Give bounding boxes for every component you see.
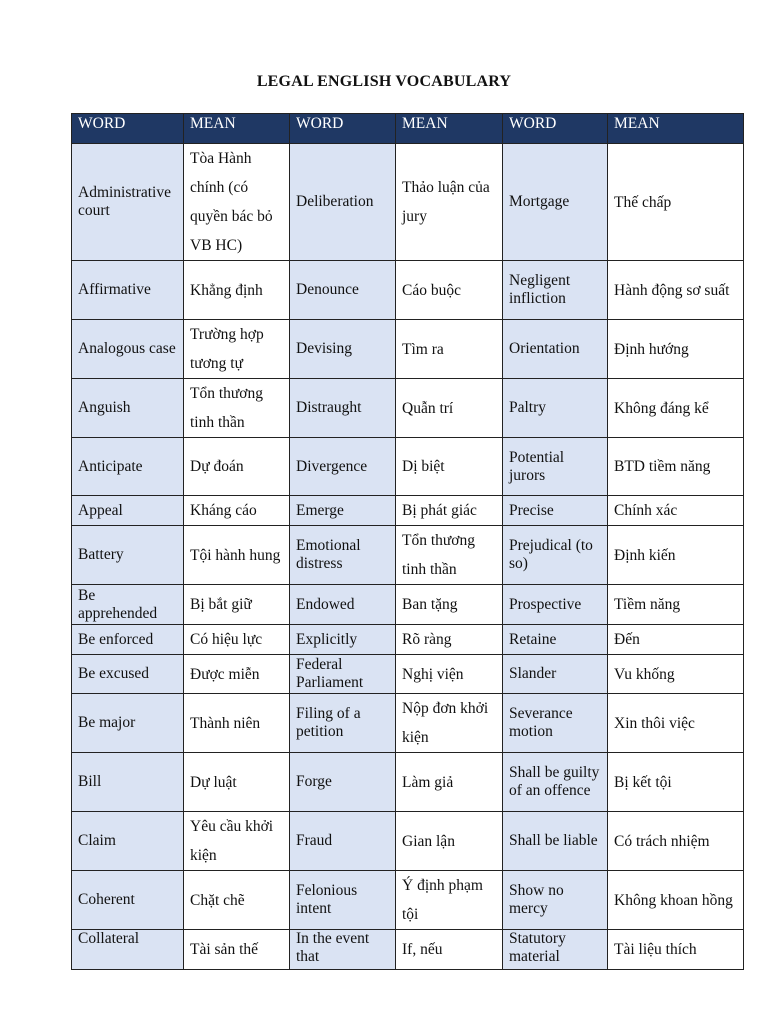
meaning-cell: Tổn thương tinh thần xyxy=(184,379,290,438)
word-cell: Endowed xyxy=(290,585,396,625)
meaning-cell: Nộp đơn khởi kiện xyxy=(396,694,503,753)
table-row xyxy=(72,438,744,496)
meaning-cell: Khẳng định xyxy=(184,261,290,320)
word-cell: Felonious intent xyxy=(290,871,396,930)
word-cell: Battery xyxy=(72,526,184,585)
meaning-cell: Tiềm năng xyxy=(608,585,744,625)
meaning-cell: Bị bắt giữ xyxy=(184,585,290,625)
table-row xyxy=(72,753,744,812)
meaning-cell: BTD tiềm năng xyxy=(608,438,744,496)
meaning-cell: Hành động sơ suất xyxy=(608,261,744,320)
table-row xyxy=(72,320,744,379)
meaning-cell: Xin thôi việc xyxy=(608,694,744,753)
table-row xyxy=(72,261,744,320)
word-cell: Collateral xyxy=(72,930,184,970)
word-cell: Shall be guilty of an offence xyxy=(503,753,608,812)
meaning-cell: Được miễn xyxy=(184,655,290,694)
meaning-cell: Vu khống xyxy=(608,655,744,694)
meaning-cell: Không đáng kể xyxy=(608,379,744,438)
meaning-cell: Trường hợp tương tự xyxy=(184,320,290,379)
table-row xyxy=(72,585,744,625)
table-row xyxy=(72,694,744,753)
table-header-row xyxy=(72,114,744,144)
table-row xyxy=(72,812,744,871)
word-cell: Emerge xyxy=(290,496,396,526)
word-cell: Paltry xyxy=(503,379,608,438)
table-row xyxy=(72,871,744,930)
meaning-cell: Cáo buộc xyxy=(396,261,503,320)
meaning-cell: Tài liệu thích xyxy=(608,930,744,970)
header-mean: MEAN xyxy=(608,114,744,144)
meaning-cell: Thảo luận của jury xyxy=(396,144,503,261)
meaning-cell: Bị phát giác xyxy=(396,496,503,526)
word-cell: In the event that xyxy=(290,930,396,970)
word-cell: Coherent xyxy=(72,871,184,930)
table-row xyxy=(72,625,744,655)
word-cell: Precise xyxy=(503,496,608,526)
word-cell: Claim xyxy=(72,812,184,871)
meaning-cell: Ý định phạm tội xyxy=(396,871,503,930)
meaning-cell: Nghị viện xyxy=(396,655,503,694)
word-cell: Be major xyxy=(72,694,184,753)
page-title: LEGAL ENGLISH VOCABULARY xyxy=(256,73,512,90)
meaning-cell: Định hướng xyxy=(608,320,744,379)
meaning-cell: Gian lận xyxy=(396,812,503,871)
meaning-cell: Tài sản thế xyxy=(184,930,290,970)
word-cell: Mortgage xyxy=(503,144,608,261)
word-cell: Divergence xyxy=(290,438,396,496)
word-cell: Negligent infliction xyxy=(503,261,608,320)
meaning-cell: Đến xyxy=(608,625,744,655)
word-cell: Affirmative xyxy=(72,261,184,320)
word-cell: Forge xyxy=(290,753,396,812)
meaning-cell: Định kiến xyxy=(608,526,744,585)
header-word: WORD xyxy=(503,114,608,144)
meaning-cell: Thành niên xyxy=(184,694,290,753)
word-cell: Denounce xyxy=(290,261,396,320)
meaning-cell: Bị kết tội xyxy=(608,753,744,812)
meaning-cell: Dị biệt xyxy=(396,438,503,496)
table-row xyxy=(72,526,744,585)
word-cell: Be excused xyxy=(72,655,184,694)
word-cell: Prejudical (to so) xyxy=(503,526,608,585)
vocabulary-table xyxy=(71,113,744,970)
meaning-cell: Không khoan hồng xyxy=(608,871,744,930)
word-cell: Orientation xyxy=(503,320,608,379)
meaning-cell: Yêu cầu khởi kiện xyxy=(184,812,290,871)
word-cell: Analogous case xyxy=(72,320,184,379)
table-row xyxy=(72,655,744,694)
word-cell: Administrative court xyxy=(72,144,184,261)
word-cell: Federal Parliament xyxy=(290,655,396,694)
word-cell: Be apprehended xyxy=(72,585,184,625)
meaning-cell: Có trách nhiệm xyxy=(608,812,744,871)
meaning-cell: Làm giả xyxy=(396,753,503,812)
header-mean: MEAN xyxy=(396,114,503,144)
meaning-cell: Tìm ra xyxy=(396,320,503,379)
word-cell: Bill xyxy=(72,753,184,812)
word-cell: Distraught xyxy=(290,379,396,438)
word-cell: Fraud xyxy=(290,812,396,871)
word-cell: Anguish xyxy=(72,379,184,438)
meaning-cell: Có hiệu lực xyxy=(184,625,290,655)
meaning-cell: Chính xác xyxy=(608,496,744,526)
table-row xyxy=(72,379,744,438)
word-cell: Statutory material xyxy=(503,930,608,970)
meaning-cell: Rõ ràng xyxy=(396,625,503,655)
word-cell: Shall be liable xyxy=(503,812,608,871)
meaning-cell: Kháng cáo xyxy=(184,496,290,526)
meaning-cell: Tòa Hành chính (có quyền bác bỏ VB HC) xyxy=(184,144,290,261)
word-cell: Severance motion xyxy=(503,694,608,753)
header-word: WORD xyxy=(72,114,184,144)
meaning-cell: Dự luật xyxy=(184,753,290,812)
word-cell: Show no mercy xyxy=(503,871,608,930)
word-cell: Be enforced xyxy=(72,625,184,655)
meaning-cell: Quẫn trí xyxy=(396,379,503,438)
meaning-cell: If, nếu xyxy=(396,930,503,970)
header-mean: MEAN xyxy=(184,114,290,144)
table-row xyxy=(72,496,744,526)
word-cell: Slander xyxy=(503,655,608,694)
meaning-cell: Thế chấp xyxy=(608,144,744,261)
meaning-cell: Chặt chẽ xyxy=(184,871,290,930)
word-cell: Appeal xyxy=(72,496,184,526)
meaning-cell: Dự đoán xyxy=(184,438,290,496)
meaning-cell: Ban tặng xyxy=(396,585,503,625)
meaning-cell: Tội hành hung xyxy=(184,526,290,585)
word-cell: Potential jurors xyxy=(503,438,608,496)
word-cell: Deliberation xyxy=(290,144,396,261)
table-row xyxy=(72,144,744,261)
meaning-cell: Tổn thương tinh thần xyxy=(396,526,503,585)
word-cell: Filing of a petition xyxy=(290,694,396,753)
table-row xyxy=(72,930,744,970)
word-cell: Anticipate xyxy=(72,438,184,496)
word-cell: Explicitly xyxy=(290,625,396,655)
word-cell: Emotional distress xyxy=(290,526,396,585)
word-cell: Prospective xyxy=(503,585,608,625)
header-word: WORD xyxy=(290,114,396,144)
word-cell: Devising xyxy=(290,320,396,379)
word-cell: Retaine xyxy=(503,625,608,655)
